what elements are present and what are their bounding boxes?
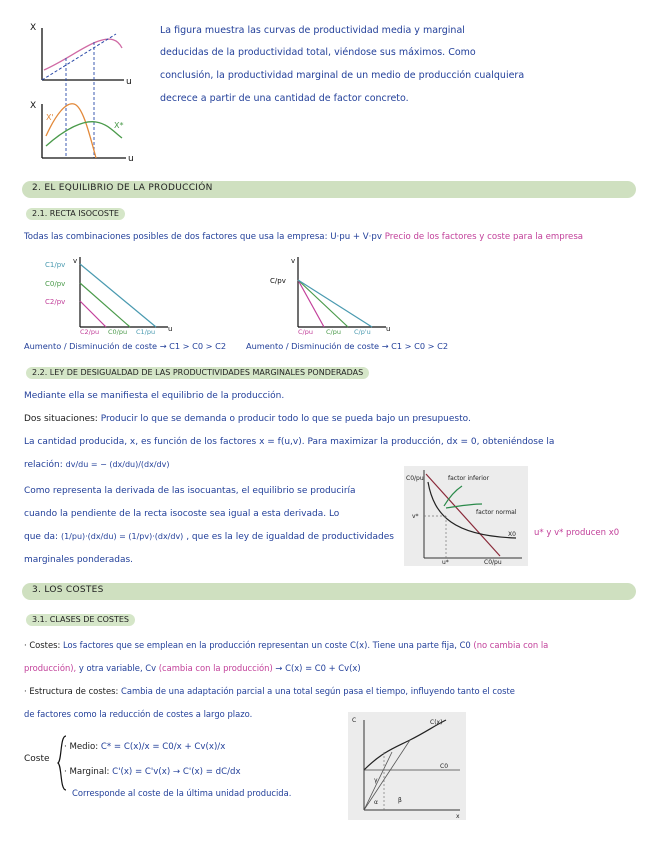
- productivity-curves-figure: [26, 18, 146, 163]
- svg-text:C: C: [352, 717, 357, 724]
- tangent-line: [42, 34, 116, 80]
- equilibrium-graph-photo: [404, 466, 528, 566]
- costs-line-1: · Costes: Los factores que se emplean en la producción representan un coste C(x). Tiene una parte fija, C0 (no cambia con la: [24, 640, 549, 650]
- section-3-header: [22, 583, 636, 600]
- svg-text:v: v: [73, 257, 78, 265]
- law-line-7: que da: (1/pu)·(dx/du) = (1/pv)·(dx/dv) , que es la ley de igualdad de productividades: [24, 532, 394, 542]
- svg-text:X: X: [30, 101, 37, 111]
- coste-marginal: · Marginal: C'(x) = C'v(x) → C'(x) = dC/dx: [64, 767, 241, 777]
- law-line-5: Como representa la derivada de las isocuantas, el equilibrio se produciría: [24, 486, 356, 496]
- coste-marginal-note: Corresponde al coste de la última unidad producida.: [72, 788, 292, 798]
- svg-text:γ: γ: [374, 777, 378, 784]
- section-2-title: 2. EL EQUILIBRIO DE LA PRODUCCIÓN: [32, 183, 213, 193]
- total-product-curve: [44, 39, 122, 70]
- intro-line-4: decrece a partir de una cantidad de factor concreto.: [160, 93, 409, 104]
- svg-text:C(x): C(x): [430, 719, 443, 726]
- graph1-caption: Aumento / Disminución de coste → C1 > C0 > C2: [24, 341, 227, 351]
- svg-text:u: u: [168, 325, 173, 333]
- costs-line-4: de factores como la reducción de costes a largo plazo.: [24, 709, 253, 719]
- law-line-3: La cantidad producida, x, es función de los factores x = f(u,v). Para maximizar la producción, dx = 0, obteniéndose la: [24, 437, 555, 447]
- isocost-rotation-graph: [268, 253, 398, 335]
- isocoste-line: Todas las combinaciones posibles de dos factores que usa la empresa: U·pu + V·pv Precio de los factores y coste para la empresa: [24, 232, 584, 242]
- svg-text:C2/pv: C2/pv: [45, 298, 66, 306]
- equilibrium-side-note: u* y v* producen x0: [534, 528, 620, 538]
- costs-line-3: · Estructura de costes: Cambia de una adaptación parcial a una total según pasa el tiempo, influyendo tanto el coste: [24, 686, 515, 696]
- subsection-2-2: 2.2. LEY DE DESIGUALDAD DE LAS PRODUCTIVIDADES MARGINALES PONDERADAS: [26, 367, 369, 379]
- svg-text:X0: X0: [508, 531, 516, 538]
- svg-text:x: x: [456, 813, 460, 820]
- svg-text:C/pu: C/pu: [326, 328, 341, 335]
- marginal-product-curve: [46, 104, 96, 158]
- svg-text:C0/pu: C0/pu: [406, 475, 424, 482]
- isocost-shift-graph: [40, 253, 200, 335]
- svg-text:C1/pv: C1/pv: [45, 261, 66, 269]
- law-line-6: cuando la pendiente de la recta isocoste sea igual a esta derivada. Lo: [24, 509, 340, 519]
- svg-text:u: u: [128, 154, 134, 163]
- svg-text:β: β: [398, 797, 402, 804]
- law-line-1: Mediante ella se manifiesta el equilibrio de la producción.: [24, 391, 285, 401]
- svg-text:C0: C0: [440, 763, 449, 770]
- intro-line-1: La figura muestra las curvas de productividad media y marginal: [160, 25, 465, 36]
- svg-text:u: u: [386, 325, 391, 333]
- law-line-4: relación: dv/du = − (dx/du)/(dx/dv): [24, 460, 170, 470]
- svg-text:C/p'u: C/p'u: [354, 328, 371, 335]
- top-x-label: X: [30, 23, 37, 33]
- subsection-2-1: 2.1. RECTA ISOCOSTE: [26, 208, 125, 220]
- svg-text:u*: u*: [442, 559, 449, 566]
- costs-line-2: producción), y otra variable, Cv (cambia con la producción) → C(x) = C0 + Cv(x): [24, 663, 361, 673]
- graph2-caption: Aumento / Disminución de coste → C1 > C0 > C2: [246, 341, 449, 351]
- average-product-curve: [46, 122, 122, 146]
- svg-text:X*: X*: [114, 121, 124, 130]
- section-3-title: 3. LOS COSTES: [32, 585, 104, 595]
- law-line-2: Dos situaciones: Producir lo que se demanda o producir todo lo que se pueda bajo un presupuesto.: [24, 414, 471, 424]
- top-u-label: u: [126, 77, 132, 87]
- intro-line-3: conclusión, la productividad marginal de un medio de producción cualquiera: [160, 70, 525, 81]
- svg-text:v: v: [291, 257, 296, 265]
- svg-text:v*: v*: [412, 513, 419, 520]
- cost-graph-photo: [348, 712, 466, 820]
- svg-text:C0/pu: C0/pu: [108, 328, 128, 335]
- svg-text:C0/pu: C0/pu: [484, 559, 502, 566]
- coste-label: Coste: [24, 754, 50, 764]
- intro-line-2: deducidas de la productividad total, viéndose sus máximos. Como: [160, 47, 476, 58]
- subsection-3-1: 3.1. CLASES DE COSTES: [26, 614, 135, 626]
- svg-text:C/pv: C/pv: [270, 277, 286, 285]
- svg-text:C1/pu: C1/pu: [136, 328, 156, 335]
- svg-text:C0/pv: C0/pv: [45, 280, 66, 288]
- section-2-header: [22, 181, 636, 198]
- svg-text:X': X': [46, 113, 54, 122]
- svg-text:C2/pu: C2/pu: [80, 328, 100, 335]
- coste-medio: · Medio: C* = C(x)/x = C0/x + Cv(x)/x: [64, 742, 226, 752]
- svg-text:α: α: [374, 799, 378, 806]
- svg-text:factor normal: factor normal: [476, 509, 517, 516]
- svg-text:factor inferior: factor inferior: [448, 475, 490, 482]
- law-line-8: marginales ponderadas.: [24, 555, 134, 565]
- svg-text:C/pu: C/pu: [298, 328, 313, 335]
